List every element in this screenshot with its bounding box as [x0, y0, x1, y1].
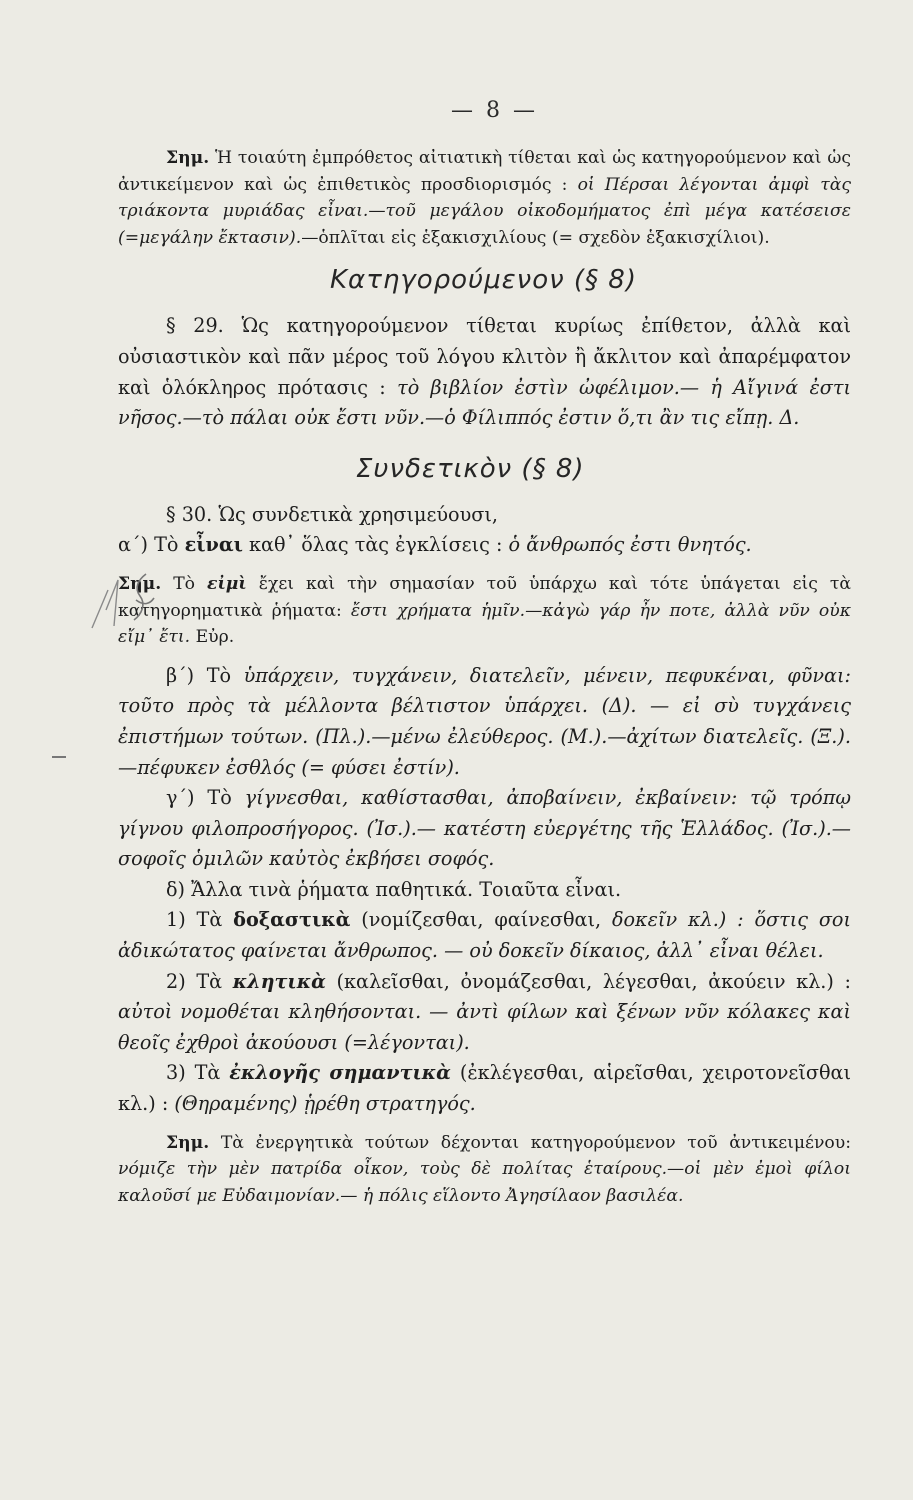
spacer [118, 561, 851, 571]
note-text: Τὸ [161, 573, 208, 594]
item-example: δοκεῖν κλ.) : ὅστις σοι ἀδικώτατος φαίνεται ἄνθρωπος. — οὐ δοκεῖν δίκαιος, ἀλλ᾿ εἶναι θέλει. [118, 908, 851, 963]
item-label: β΄) Τὸ [166, 663, 244, 687]
item-b [118, 661, 851, 783]
item-bold-term: εἶναι [184, 533, 243, 557]
section-example: τὸ βιβλίον ἐστὶν ὠφέλιμον.— ἡ Αἴγινά ἐστι νῆσος.—τὸ πάλαι οὐκ ἔστι νῦν.—ὁ Φίλιππός ἐστιν ὅ,τι ἂν τις εἴπῃ. Δ. [118, 375, 851, 430]
section-text: Ὡς κατηγορούμενον τίθεται κυρίως ἐπίθετον, ἀλλὰ καὶ οὐσιαστικὸν καὶ πᾶν μέρος τοῦ λόγου κλιτὸν ἢ ἄκλιτον καὶ ἀπαρέμφατον καὶ ὁλόκληρος πρότασις : [118, 314, 851, 399]
note-1 [118, 145, 851, 251]
note-source: Εὐρ. [190, 627, 235, 648]
item-label: 1) Τὰ [166, 908, 234, 932]
note-example: νόμιζε τὴν μὲν πατρίδα οἶκον, τοὺς δὲ πολίτας ἑταίρους.—οἱ μὲν ἐμοὶ φίλοι καλοῦσί με Εὐδαιμονίαν.— ἡ πόλις εἵλοντο Ἀγησίλαον βασιλέα. [118, 1159, 851, 1206]
item-text: καθ᾿ ὅλας τὰς ἐγκλίσεις : [242, 533, 509, 557]
section-29 [118, 311, 851, 433]
section-number: § 29. [166, 314, 224, 338]
note-example: ἔστι χρήματα ἡμῖν.—κἀγὼ γάρ ἦν ποτε, ἀλλὰ νῦν οὐκ εἴμ᾿ ἔτι. [118, 600, 852, 648]
note-bold-term: εἰμὶ [207, 573, 247, 594]
item-label: α΄) Τὸ [118, 533, 185, 557]
item-label: γ΄) Τὸ [166, 786, 245, 810]
section-heading-predicate: Κατηγορούμενον (§ 8) [330, 265, 637, 296]
margin-pencil-scribble [84, 566, 180, 632]
margin-mark [52, 756, 66, 758]
spacer [118, 1120, 851, 1130]
item-example: ὁ ἄνθρωπός ἐστι θνητός. [508, 533, 752, 557]
item-example: (Θηραμένης) ᾑρέθη στρατηγός. [174, 1092, 476, 1116]
item-a [118, 530, 851, 561]
item-d [118, 875, 851, 906]
note-text-2: ἔχει καὶ τὴν σημασίαν τοῦ ὑπάρχω καὶ τότε ὑπάγεται εἰς τὰ κατηγορηματικὰ ῥήματα: [118, 573, 851, 621]
item-text: γίγνεσθαι, καθίστασθαι, ἀποβαίνειν, ἐκβαίνειν: τῷ τρόπῳ γίγνου φιλοπροσήγορος. (Ἰσ.).— κατέστη εὐεργέτης τῆς Ἑλλάδος. (Ἰσ.).—σοφοῖς ὁμιλῶν καὐτὸς ἐκβήσει σοφός. [118, 786, 851, 871]
section-text: Ὡς συνδετικὰ χρησιμεύουσι, [212, 502, 498, 526]
item-label: 3) Τὰ [166, 1061, 230, 1085]
item-label: 2) Τὰ [166, 969, 233, 993]
section-30 [118, 500, 851, 531]
item-text: (ἐκλέγεσθαι, αἱρεῖσθαι, χειροτονεῖσθαι κλ.) : [118, 1061, 851, 1116]
note-label: Σημ. [166, 1132, 210, 1153]
note-example: οἱ Πέρσαι λέγονται ἀμφὶ τὰς τριάκοντα μυριάδας εἶναι.—τοῦ μεγάλου οἰκοδομήματος ἐπὶ μέγα κατέσεισε (=μεγάλην ἔκτασιν). [118, 174, 851, 248]
note-text-2: —ὁπλῖται εἰς ἑξακισχιλίους (= σχεδὸν ἑξακισχίλιοι). [301, 227, 770, 248]
page-number: — 8 — [451, 98, 538, 123]
section-heading-copula: Συνδετικὸν (§ 8) [356, 453, 585, 484]
item-bold-term: ἐκλογῆς σημαντικὰ [229, 1061, 451, 1085]
item-c [118, 783, 851, 875]
item-bold-term: δοξαστικὰ [233, 908, 351, 932]
note-3 [118, 1130, 851, 1210]
note-label: Σημ. [166, 148, 210, 168]
item-text: ὑπάρχειν, τυγχάνειν, διατελεῖν, μένειν, πεφυκέναι, φῦναι: τοῦτο πρὸς τὰ μέλλοντα βέλτιστον ὑπάρχει. (Δ). — εἰ σὺ τυγχάνεις ἐπιστήμων τούτων. (Πλ.).—μένω ἐλεύθερος. (Μ.).—ἀχίτων διατελεῖς. (Ξ.). —πέφυκεν ἐσθλός (= φύσει ἐστίν). [118, 663, 851, 779]
note-label: Σημ. [118, 573, 162, 594]
item-bold-term: κλητικὰ [232, 969, 326, 993]
item-text: δ) Ἄλλα τινὰ ῥήματα παθητικά. Τοιαῦτα εἶναι. [166, 877, 622, 901]
section-number: § 30. [166, 502, 213, 526]
item-1 [118, 905, 851, 966]
item-text: (νομίζεσθαι, φαίνεσθαι, [350, 908, 612, 932]
item-text: (καλεῖσθαι, ὀνομάζεσθαι, λέγεσθαι, ἀκούειν κλ.) : [325, 969, 851, 993]
note-text: Τὰ ἐνεργητικὰ τούτων δέχονται κατηγορούμενον τοῦ ἀντικειμένου: [209, 1132, 851, 1153]
item-2 [118, 967, 851, 1059]
note-2 [118, 571, 851, 651]
item-example: αὐτοὶ νομοθέται κληθήσονται. — ἀντὶ φίλων καὶ ξένων νῦν κόλακες καὶ θεοῖς ἐχθροὶ ἀκούουσι (=λέγονται). [118, 1000, 851, 1054]
note-text: Ἡ τοιαύτη ἐμπρόθετος αἰτιατικὴ τίθεται καὶ ὡς κατηγορούμενον καὶ ὡς ἀντικείμενον καὶ ὡς ἐπιθετικὸς προσδιορισμός : [118, 148, 851, 195]
spacer [118, 651, 851, 661]
item-3 [118, 1058, 851, 1119]
